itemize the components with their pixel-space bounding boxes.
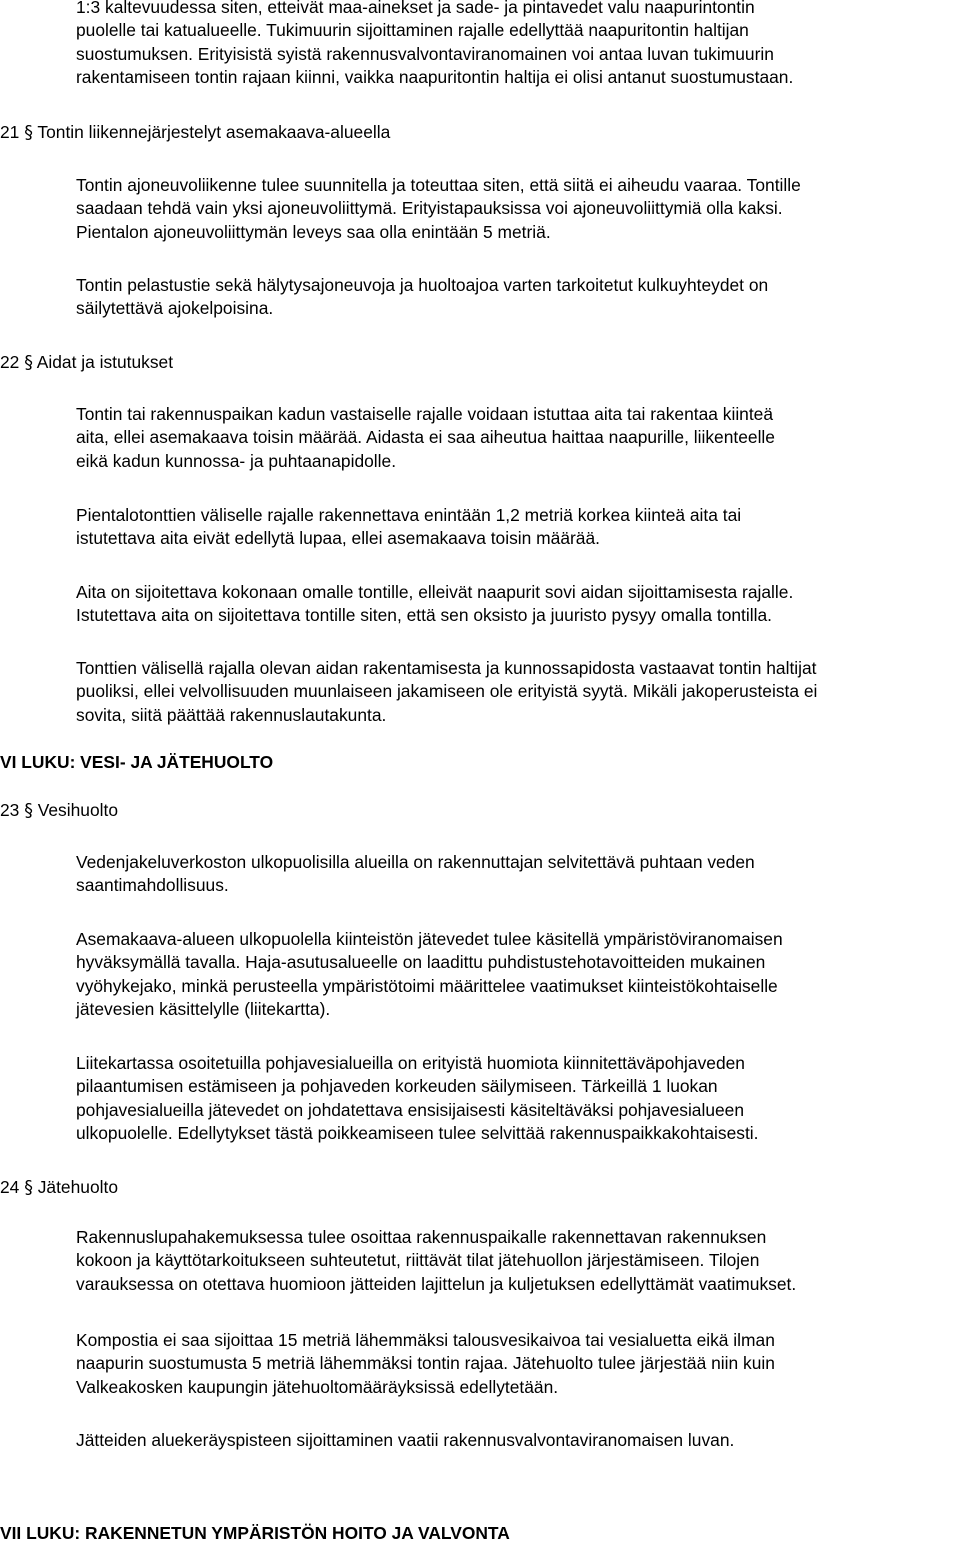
- section-sign: §: [24, 1178, 33, 1198]
- paragraph-22a: [76, 403, 956, 473]
- section-sign: §: [24, 353, 33, 373]
- section-sign: §: [24, 801, 33, 821]
- section-heading-21: [0, 121, 390, 145]
- text-line: vyöhykejako, minkä perusteella ympäristötoimi määrittelee vaatimukset kiinteistökohtaiselle: [76, 975, 778, 996]
- section-sign: §: [24, 123, 33, 143]
- chapter-heading-7: VII LUKU: RAKENNETUN YMPÄRISTÖN HOITO JA VALVONTA: [0, 1523, 510, 1543]
- paragraph-24a: [76, 1226, 956, 1296]
- text-line: Valkeakosken kaupungin jätehuoltomääräyksissä edellytetään.: [76, 1376, 559, 1397]
- text-line: hyväksymällä tavalla. Haja-asutusalueelle on laadittu puhdistustehotavoitteiden mukainen: [76, 952, 766, 973]
- text-line: jätevesien käsittelylle (liitekartta).: [76, 999, 331, 1020]
- text-line: saadaan tehdä vain yksi ajoneuvoliittymä. Erityistapauksissa voi ajoneuvoliittymiä olla kaksi.: [76, 198, 783, 219]
- text-line: Liitekartassa osoitetuilla pohjavesialueilla on erityistä huomiota kiinnitettäväpohjaveden: [76, 1053, 745, 1073]
- section-title: Vesihuolto: [37, 800, 118, 820]
- text-line: kokoon ja käyttötarkoitukseen suhteutetut, riittävät tilat jätehuollon järjestämiseen. Tilojen: [76, 1250, 760, 1271]
- paragraph-22c: [76, 581, 956, 628]
- paragraph-21a: [76, 174, 956, 244]
- text-line: puolelle tai katualueelle. Tukimuurin sijoittaminen rajalle edellyttää naapuritontin haltijan: [76, 20, 749, 41]
- text-line: pilaantumisen estämiseen ja pohjaveden korkeuden säilymiseen. Tärkeillä 1 luokan: [76, 1076, 718, 1097]
- section-number: 23: [0, 800, 20, 820]
- text-line: 1:3 kaltevuudessa siten, etteivät maa-ainekset ja sade- ja pintavedet valu naapurintontin: [76, 0, 755, 17]
- text-line: rakentamiseen tontin rajaan kiinni, vaikka naapuritontin haltija ei olisi antanut suostumustaan.: [76, 67, 794, 88]
- chapter-heading-6: VI LUKU: VESI- JA JÄTEHUOLTO: [0, 752, 274, 772]
- text-line: Tontin pelastustie sekä hälytysajoneuvoja ja huoltoajoa varten tarkoitetut kulkuyhteydet on: [76, 275, 769, 295]
- text-line: puoliksi, ellei velvollisuuden muunlaiseen jakamiseen ole erityistä syytä. Mikäli jakoperusteista ei: [76, 681, 818, 702]
- text-line: Vedenjakeluverkoston ulkopuolisilla alueilla on rakennuttajan selvitettävä puhtaan veden: [76, 852, 755, 872]
- paragraph-23a: [76, 851, 956, 898]
- text-line: sovita, siitä päättää rakennuslautakunta.: [76, 704, 387, 725]
- text-line: Tonttien välisellä rajalla olevan aidan rakentamisesta ja kunnossapidosta vastaavat tontin haltijat: [76, 658, 817, 678]
- text-line: Jätteiden aluekeräyspisteen sijoittaminen vaatii rakennusvalvontaviranomaisen luvan.: [76, 1430, 735, 1450]
- section-number: 22: [0, 352, 20, 372]
- paragraph-23c: [76, 1052, 956, 1146]
- text-line: Tontin ajoneuvoliikenne tulee suunnitella ja toteuttaa siten, että siitä ei aiheudu vaaraa. Tontille: [76, 175, 801, 195]
- text-line: istutettava aita eivät edellytä lupaa, ellei asemakaava toisin määrää.: [76, 528, 600, 549]
- text-line: Asemakaava-alueen ulkopuolella kiinteistön jätevedet tulee käsitellä ympäristöviranomaisen: [76, 929, 783, 949]
- paragraph-21b: [76, 274, 956, 321]
- text-line: Aita on sijoitettava kokonaan omalle tontille, elleivät naapurit sovi aidan sijoittamisesta rajalle.: [76, 582, 794, 602]
- paragraph-24c: [76, 1429, 956, 1452]
- text-line: aita, ellei asemakaava toisin määrää. Aidasta ei saa aiheutua haittaa naapurille, liikenteelle: [76, 427, 775, 448]
- section-title: Jätehuolto: [37, 1177, 118, 1197]
- paragraph-23b: [76, 928, 956, 1022]
- section-heading-23: [0, 799, 118, 823]
- section-number: 24: [0, 1177, 20, 1197]
- text-line: saantimahdollisuus.: [76, 875, 229, 896]
- text-line: varauksessa on otettava huomioon jätteiden lajittelun ja kuljetuksen edellyttämät vaatimukset.: [76, 1273, 797, 1294]
- text-line: säilytettävä ajokelpoisina.: [76, 298, 274, 319]
- text-line: naapurin suostumusta 5 metriä lähemmäksi tontin rajaa. Jätehuolto tulee järjestää niin kuin: [76, 1353, 775, 1374]
- text-line: Tontin tai rakennuspaikan kadun vastaiselle rajalle voidaan istuttaa aita tai rakentaa kiinteä: [76, 404, 774, 424]
- section-heading-22: [0, 351, 173, 375]
- text-line: Pientalotonttien väliselle rajalle rakennettava enintään 1,2 metriä korkea kiinteä aita tai: [76, 505, 742, 525]
- text-line: suostumuksen. Erityisistä syistä rakennusvalvontaviranomainen voi antaa luvan tukimuurin: [76, 43, 774, 64]
- section-number: 21: [0, 122, 20, 142]
- paragraph-24b: [76, 1329, 956, 1399]
- paragraph-22b: [76, 504, 956, 551]
- text-line: Kompostia ei saa sijoittaa 15 metriä lähemmäksi talousvesikaivoa tai vesialuetta eikä ilman: [76, 1330, 775, 1350]
- text-line: pohjavesialueilla jätevedet on johdatettava ensisijaisesti käsiteltäväksi pohjavesialueen: [76, 1099, 745, 1120]
- text-line: Rakennuslupahakemuksessa tulee osoittaa rakennuspaikalle rakennettavan rakennuksen: [76, 1227, 767, 1247]
- paragraph-22d: [76, 657, 956, 727]
- text-line: eikä kadun kunnossa- ja puhtaanapidolle.: [76, 450, 397, 471]
- text-line: Istutettava aita on sijoitettava tontille siten, että sen oksisto ja juuristo pysyy omalla tontilla.: [76, 605, 772, 626]
- text-line: ulkopuolelle. Edellytykset tästä poikkeamiseen tulee selvittää rakennuspaikkakohtaisesti.: [76, 1123, 759, 1144]
- section-title: Tontin liikennejärjestelyt asemakaava-alueella: [37, 122, 391, 142]
- section-title: Aidat ja istutukset: [36, 352, 174, 372]
- paragraph-intro: [76, 0, 956, 90]
- section-heading-24: [0, 1176, 118, 1200]
- text-line: Pientalon ajoneuvoliittymän leveys saa olla enintään 5 metriä.: [76, 221, 551, 242]
